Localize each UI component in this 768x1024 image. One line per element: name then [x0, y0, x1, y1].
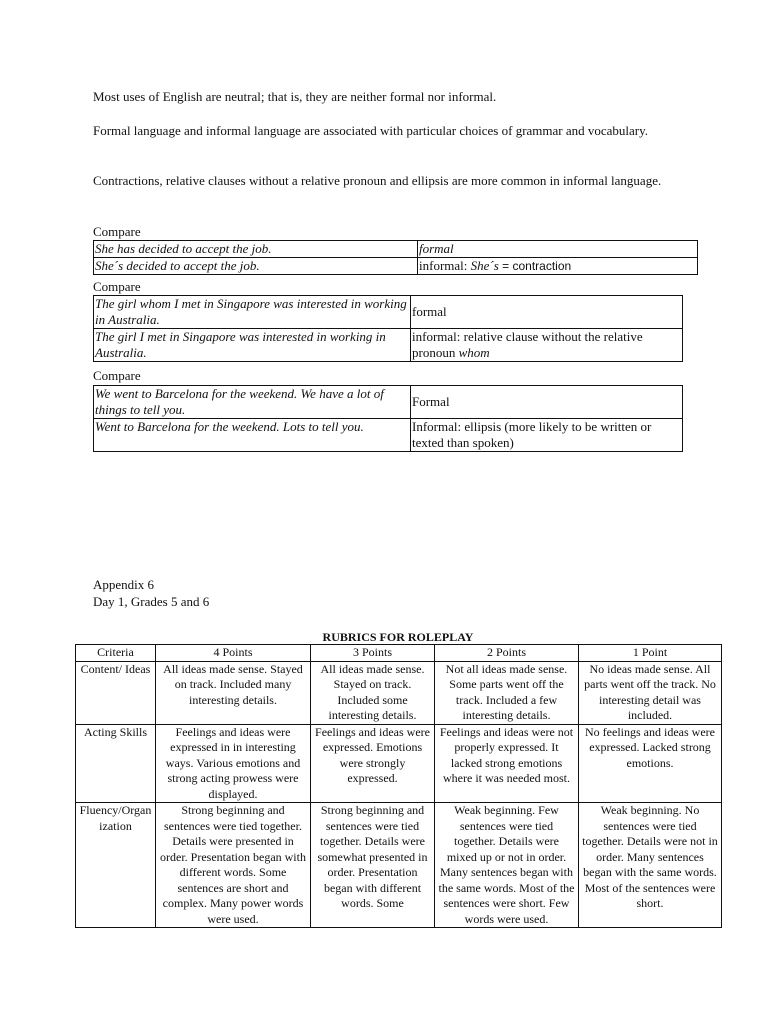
- type-italic: whom: [458, 345, 490, 360]
- table-row: [94, 296, 683, 329]
- table-cell: All ideas made sense. Stayed on track. Included many interesting details.: [156, 661, 311, 724]
- column-header: 2 Points: [435, 645, 579, 662]
- table-cell-type: formal: [411, 296, 683, 329]
- table-header-row: [76, 645, 722, 662]
- table-cell-type: Informal: ellipsis (more likely to be written or texted than spoken): [411, 419, 683, 452]
- intro-paragraph-2: Formal language and informal language are associated with particular choices of grammar and vocabulary.: [93, 123, 649, 138]
- table-cell: Feelings and ideas were expressed. Emotions were strongly expressed.: [311, 724, 435, 803]
- rubric-table-container: [75, 644, 723, 966]
- table-row: [94, 419, 683, 452]
- table-cell-type: [418, 258, 698, 275]
- table-cell: Strong beginning and sentences were tied together. Details were somewhat presented in order. Presentation began with different words. Some: [311, 803, 435, 928]
- table-cell-sentence: She´s decided to accept the job.: [94, 258, 418, 275]
- table-cell: Feelings and ideas were not properly expressed. It lacked strong emotions where it was needed most.: [435, 724, 579, 803]
- type-prefix: informal: relative clause without the relative pronoun: [412, 329, 643, 360]
- compare-table-relative-clause: [93, 295, 683, 362]
- rubric-title: RUBRICS FOR ROLEPLAY: [322, 630, 474, 644]
- rubric-table: [75, 644, 722, 928]
- type-prefix: informal:: [419, 258, 471, 273]
- table-cell: Weak beginning. No sentences were tied together. Details were not in order. Many sentences began with the same words. Most of the sentences were short.: [579, 803, 722, 928]
- column-header: 4 Points: [156, 645, 311, 662]
- table-cell-criteria: Content/ Ideas: [76, 661, 156, 724]
- table-cell-sentence: The girl whom I met in Singapore was interested in working in Australia.: [94, 296, 411, 329]
- intro-paragraph-1: Most uses of English are neutral; that is, they are neither formal nor informal.: [93, 89, 497, 104]
- appendix-subtitle: Day 1, Grades 5 and 6: [93, 594, 210, 609]
- table-cell-criteria: Fluency/Organization: [76, 803, 156, 928]
- compare-label-3: Compare: [93, 368, 141, 383]
- table-cell: No ideas made sense. All parts went off the track. No interesting detail was included.: [579, 661, 722, 724]
- compare-table-contraction: [93, 240, 698, 275]
- compare-label-1: Compare: [93, 224, 141, 239]
- table-cell: No feelings and ideas were expressed. Lacked strong emotions.: [579, 724, 722, 803]
- table-cell-type: [411, 329, 683, 362]
- type-italic: She´s: [470, 258, 499, 273]
- column-header: 3 Points: [311, 645, 435, 662]
- type-suffix: = contraction: [498, 259, 572, 273]
- compare-label-2: Compare: [93, 279, 141, 294]
- table-cell-criteria: Acting Skills: [76, 724, 156, 803]
- table-cell-sentence: She has decided to accept the job.: [94, 241, 418, 258]
- table-cell: Strong beginning and sentences were tied together. Details were presented in order. Presentation began with different words. Some sentences are short and complex. Many power words were used.: [156, 803, 311, 928]
- table-row: [94, 241, 698, 258]
- table-cell-type: formal: [418, 241, 698, 258]
- column-header: Criteria: [76, 645, 156, 662]
- intro-paragraph-3: Contractions, relative clauses without a relative pronoun and ellipsis are more common in informal language.: [93, 173, 662, 188]
- compare-table-ellipsis: [93, 385, 683, 452]
- table-cell: Feelings and ideas were expressed in in interesting ways. Various emotions and strong acting prowess were displayed.: [156, 724, 311, 803]
- table-cell: All ideas made sense. Stayed on track. Included some interesting details.: [311, 661, 435, 724]
- table-row: [76, 803, 722, 928]
- table-cell: Weak beginning. Few sentences were tied together. Details were mixed up or not in order. Many sentences began with the same words. Most of the sentences were short. Few words were used.: [435, 803, 579, 928]
- table-row: [94, 329, 683, 362]
- table-row: [76, 724, 722, 803]
- table-cell: Not all ideas made sense. Some parts went off the track. Included a few interesting details.: [435, 661, 579, 724]
- table-row: [94, 258, 698, 275]
- table-row: [76, 661, 722, 724]
- table-cell-type: Formal: [411, 386, 683, 419]
- table-cell-sentence: We went to Barcelona for the weekend. We have a lot of things to tell you.: [94, 386, 411, 419]
- column-header: 1 Point: [579, 645, 722, 662]
- appendix-title: Appendix 6: [93, 577, 155, 592]
- table-cell-sentence: Went to Barcelona for the weekend. Lots to tell you.: [94, 419, 411, 452]
- table-cell-sentence: The girl I met in Singapore was interested in working in Australia.: [94, 329, 411, 362]
- table-row: [94, 386, 683, 419]
